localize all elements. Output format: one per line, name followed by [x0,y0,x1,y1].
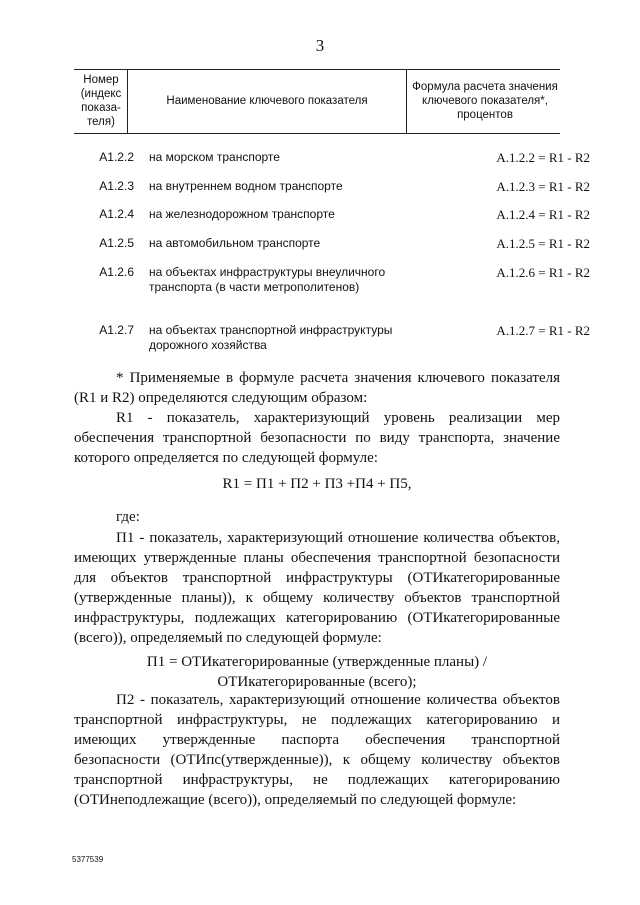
p2-definition: П2 - показатель, характеризующий отношение количества объектов транспортной инфраструктуры, не подлежащих категорированию и имеющих утвержденные паспорта обеспечения транспортной безопасности (ОТИпс(утвержденные)), к общему количеству объектов транспортной инфраструктуры, не подлежащих категорированию (ОТИнеподлежащие (всего)), определяемый по следующей формуле: [74,692,560,808]
row-code: А1.2.2 [99,150,134,164]
row-name: на объектах инфраструктуры внеуличного транспорта (в части метрополитенов) [149,265,386,294]
table-header-bottom-border [74,133,560,134]
row-formula: А.1.2.4 = R1 - R2 [496,207,590,222]
table-header-divider [406,69,407,133]
row-code: А1.2.3 [99,179,134,193]
row-name: на железнодорожном транспорте [149,207,335,221]
row-formula: А.1.2.7 = R1 - R2 [496,323,590,338]
row-code: А1.2.4 [99,207,134,221]
row-code: А1.2.7 [99,323,134,337]
r1-definition: R1 - показатель, характеризующий уровень реализации мер обеспечения транспортной безопасности по виду транспорта, значение которого определяется по следующей формуле: [74,410,560,466]
row-formula: А.1.2.2 = R1 - R2 [496,150,590,165]
row-name: на внутреннем водном транспорте [149,179,343,193]
row-code: А1.2.6 [99,265,134,279]
row-name: на автомобильном транспорте [149,236,321,250]
header-name: Наименование ключевого показателя [166,95,368,107]
where-label: где: [116,509,140,525]
table-header-top-border [74,69,560,70]
r1-formula: R1 = П1 + П2 + П3 +П4 + П5, [222,476,412,492]
row-code: А1.2.5 [99,236,134,250]
table-header-divider [127,69,128,133]
row-name: на объектах транспортной инфраструктуры дорожного хозяйства [149,323,393,352]
header-index: Номер (индекс показа-теля) [80,74,122,128]
row-formula: А.1.2.5 = R1 - R2 [496,236,590,251]
p1-definition: П1 - показатель, характеризующий отношение количества объектов, имеющих утвержденные планы обеспечения транспортной безопасности для объектов транспортной инфраструктуры (ОТИкатегорированные (утвержденные планы)), к общему количеству объектов транспортной инфраструктуры, подлежащих категорированию (ОТИкатегорированные (всего)), определяемый по следующей формуле: [74,530,560,646]
header-formula: Формула расчета значения ключевого показателя*, процентов [412,81,558,121]
p1-formula: П1 = ОТИкатегорированные (утвержденные планы) / ОТИкатегорированные (всего); [146,654,488,690]
document-id: 5377539 [72,855,104,864]
row-name: на морском транспорте [149,150,280,164]
page-number: 3 [315,36,325,55]
row-formula: А.1.2.6 = R1 - R2 [496,265,590,280]
footnote-paragraph: * Применяемые в формуле расчета значения ключевого показателя (R1 и R2) определяются следующим образом: [74,370,560,406]
row-formula: А.1.2.3 = R1 - R2 [496,179,590,194]
